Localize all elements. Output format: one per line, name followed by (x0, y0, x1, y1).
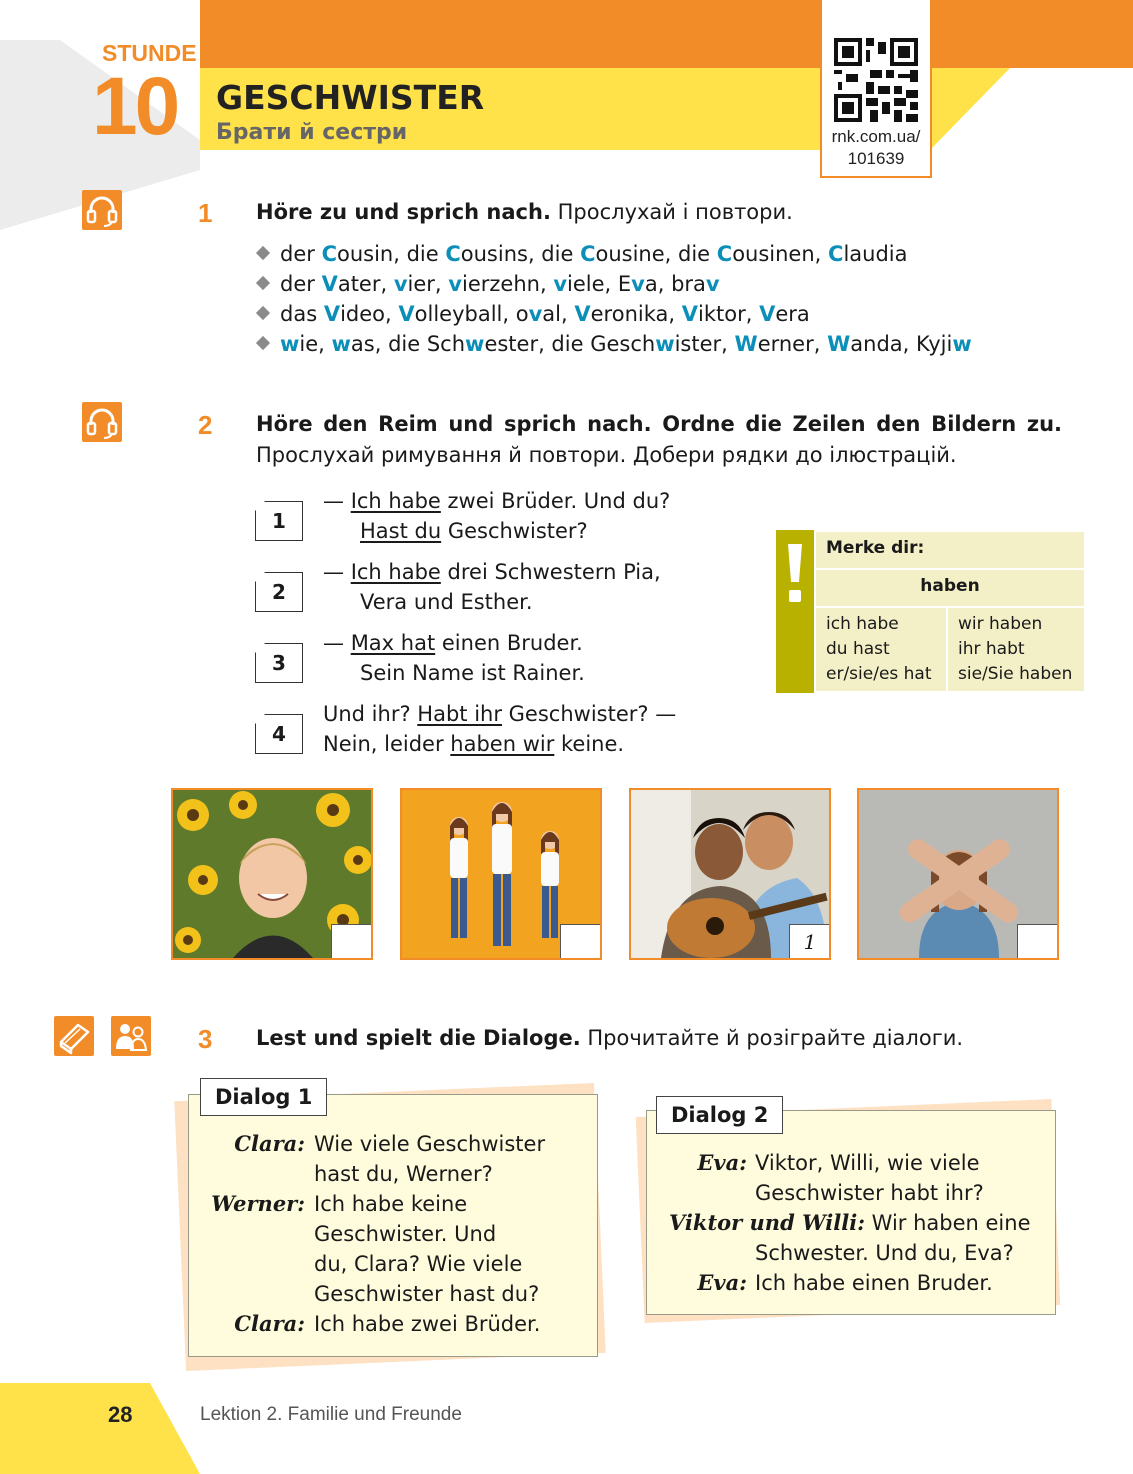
text-segment: ater, (337, 272, 394, 296)
underlined-phrase: Ich habe (350, 489, 441, 513)
dialog-text: Geschwister. Und (314, 1222, 497, 1246)
highlighted-letter: v (448, 272, 462, 296)
text-segment: der (280, 242, 322, 266)
underlined-phrase: haben wir (450, 732, 555, 756)
rhyme-line (360, 658, 585, 688)
dialog-speaker: Werner: (211, 1191, 305, 1216)
highlighted-letter: w (465, 332, 485, 356)
highlighted-letter: W (734, 332, 758, 356)
dialog-text: du, Clara? Wie viele (314, 1252, 523, 1276)
answer-box[interactable] (560, 924, 602, 960)
text-segment: era (775, 302, 810, 326)
text-segment: ester, die Gesch (484, 332, 656, 356)
dialog-text: Wir haben eine (871, 1211, 1031, 1235)
exercise-3-title: Lest und spielt die Dialoge. Прочитайте й розіграйте діалоги. (256, 1026, 964, 1050)
highlighted-letter: C (321, 242, 337, 266)
underlined-phrase: Hast du (360, 519, 442, 543)
dialog-text: Geschwister hast du? (314, 1282, 540, 1306)
answer-box[interactable] (1017, 924, 1059, 960)
rhyme-line (360, 587, 533, 617)
rhyme-line (323, 699, 676, 729)
merke-box (776, 530, 1086, 693)
exercise-2-number: 2 (198, 410, 213, 440)
page-number: 28 (108, 1402, 133, 1427)
highlighted-letter: V (759, 302, 776, 326)
text-segment: as, die Sch (350, 332, 466, 356)
dialog-speaker: Eva: (697, 1150, 747, 1175)
highlighted-letter: C (445, 242, 461, 266)
text-segment: das (280, 302, 324, 326)
text-segment: olleyball, o (414, 302, 529, 326)
text-segment: iktor, (698, 302, 760, 326)
text-segment: ousine, die (595, 242, 717, 266)
text-segment: einen Bruder. (435, 631, 583, 655)
text-segment: laudia (843, 242, 908, 266)
text-segment: erner, (757, 332, 828, 356)
exercise-1-title: Höre zu und sprich nach. Прослухай і повтори. (256, 200, 793, 224)
photo-three-sisters (400, 788, 602, 960)
highlighted-letter: W (827, 332, 851, 356)
highlighted-letter: V (398, 302, 415, 326)
dialog-speaker: Clara: (234, 1131, 305, 1156)
text-segment: ideo, (340, 302, 399, 326)
bullet-line (258, 269, 720, 299)
merke-verb: haben (815, 569, 1085, 607)
text-segment: der (280, 272, 322, 296)
dialog-1-tab: Dialog 1 (200, 1078, 327, 1116)
underlined-phrase: Habt ihr (417, 702, 502, 726)
text-segment: Vera und Esther. (360, 590, 533, 614)
bullet-line (258, 239, 907, 269)
text-segment: drei Schwestern Pia, (440, 560, 661, 584)
exercise-2-title: Höre den Reim und sprich nach. Ordne die Zeilen den Bildern zu. (256, 412, 1062, 436)
exercise-2-subtitle: Прослухай римування й повтори. Добери рядки до ілюстрацій. (256, 443, 957, 467)
text-segment: a, bra (644, 272, 706, 296)
lesson-title: GESCHWISTER (216, 78, 485, 117)
dialog-speaker: Viktor und Willi: (669, 1210, 865, 1235)
photo-brothers-guitar (629, 788, 831, 960)
rhyme-number-box: 4 (255, 714, 303, 754)
highlighted-letter: w (331, 332, 351, 356)
text-segment: zwei Brüder. Und du? (440, 489, 671, 513)
text-segment: ier, (407, 272, 449, 296)
dialog-text: Geschwister habt ihr? (755, 1181, 984, 1205)
text-segment: al, (542, 302, 575, 326)
text-segment: Sein Name ist Rainer. (360, 661, 585, 685)
text-segment: ousinen, (732, 242, 829, 266)
exercise-3-number: 3 (198, 1024, 213, 1054)
bullet-diamond-icon (256, 336, 270, 350)
answer-box[interactable] (331, 924, 373, 960)
text-segment: ousins, die (460, 242, 581, 266)
dialog-text: Wie viele Geschwister (314, 1132, 546, 1156)
merke-plural: wir haben ihr habt sie/Sie haben (947, 607, 1085, 692)
rhyme-line (360, 516, 588, 546)
bullet-line (258, 329, 972, 359)
bullet-diamond-icon (256, 246, 270, 260)
bullet-diamond-icon (256, 276, 270, 290)
text-segment: ie, (299, 332, 332, 356)
text-segment: — (323, 560, 351, 584)
highlighted-letter: v (528, 302, 543, 326)
text-segment: Nein, leider (323, 732, 451, 756)
lesson-subtitle: Брати й сестри (216, 120, 408, 145)
highlighted-letter: w (655, 332, 675, 356)
photo-boy-sunflowers (171, 788, 373, 960)
highlighted-letter: C (828, 242, 844, 266)
qr-card[interactable] (820, 0, 932, 178)
dialog-speaker: Clara: (234, 1311, 305, 1336)
stunde-number: 10 (92, 61, 178, 152)
text-segment: Geschwister? (441, 519, 588, 543)
answer-box[interactable]: 1 (789, 924, 831, 960)
highlighted-letter: v (393, 272, 408, 296)
text-segment: iele, E (567, 272, 632, 296)
text-segment: anda, Kyji (850, 332, 953, 356)
highlighted-letter: w (280, 332, 300, 356)
rhyme-number-box: 1 (255, 501, 303, 541)
dialog-text: Ich habe zwei Brüder. (314, 1312, 541, 1336)
pair-work-icon (111, 1016, 151, 1056)
bullet-line (258, 299, 810, 329)
stunde-label: STUNDE (102, 40, 197, 66)
dialog-text: Ich habe keine (314, 1192, 468, 1216)
text-segment: — (323, 631, 351, 655)
highlighted-letter: v (553, 272, 568, 296)
merke-singular: ich habe du hast er/sie/es hat (815, 607, 947, 692)
book-icon (54, 1016, 94, 1056)
highlighted-letter: C (716, 242, 733, 266)
underlined-phrase: Max hat (350, 631, 436, 655)
text-segment: ierzehn, (462, 272, 554, 296)
text-segment: Und ihr? (323, 702, 418, 726)
headphones-icon (82, 190, 122, 230)
qr-code-icon (834, 38, 918, 122)
text-segment: eronika, (590, 302, 682, 326)
text-segment: Geschwister? — (501, 702, 677, 726)
dialog-2-tab: Dialog 2 (656, 1096, 783, 1134)
merke-title: Merke dir: (815, 531, 1085, 569)
highlighted-letter: C (580, 242, 596, 266)
highlighted-letter: v (705, 272, 720, 296)
photo-girl-crossed-arms (857, 788, 1059, 960)
rhyme-line (323, 628, 583, 658)
dialog-text: hast du, Werner? (314, 1162, 493, 1186)
text-segment: ister, (674, 332, 735, 356)
highlighted-letter: V (681, 302, 698, 326)
dialog-speaker: Eva: (697, 1270, 747, 1295)
exclamation-icon (785, 544, 805, 606)
rhyme-line (323, 486, 670, 516)
rhyme-line (323, 557, 661, 587)
highlighted-letter: V (321, 272, 338, 296)
rhyme-number-box: 3 (255, 643, 303, 683)
bullet-diamond-icon (256, 306, 270, 320)
dialog-text: Ich habe einen Bruder. (755, 1271, 993, 1295)
rhyme-line (323, 729, 624, 759)
highlighted-letter: w (952, 332, 972, 356)
underlined-phrase: Ich habe (350, 560, 441, 584)
dialog-text: Viktor, Willi, wie viele (755, 1151, 980, 1175)
dialog-line (669, 1208, 1030, 1238)
highlighted-letter: v (631, 272, 645, 296)
exercise-1-number: 1 (198, 198, 213, 228)
rhyme-number-box: 2 (255, 572, 303, 612)
qr-url[interactable]: rnk.com.ua/ 101639 (831, 127, 921, 168)
footer-text: Lektion 2. Familie und Freunde (200, 1404, 462, 1425)
dialog-text: Schwester. Und du, Eva? (755, 1241, 1014, 1265)
text-segment: — (323, 489, 351, 513)
headphones-icon (82, 402, 122, 442)
highlighted-letter: V (574, 302, 591, 326)
text-segment: ousin, die (336, 242, 446, 266)
text-segment: keine. (554, 732, 625, 756)
highlighted-letter: V (323, 302, 341, 326)
